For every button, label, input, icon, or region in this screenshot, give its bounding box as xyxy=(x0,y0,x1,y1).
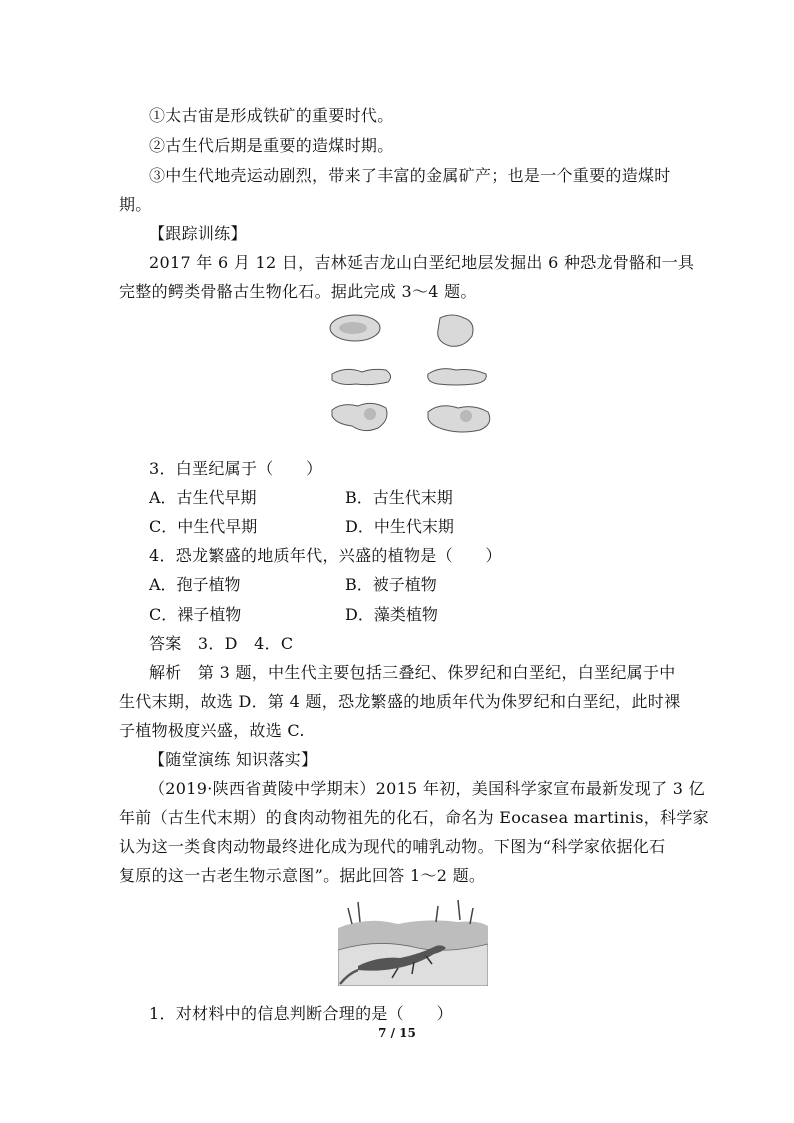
text-line: 2017 年 6 月 12 日，吉林延吉龙山白垩纪地层发掘出 6 种恐龙骨骼和一具 xyxy=(149,253,695,272)
text-line: ③中生代地壳运动剧烈，带来了丰富的金属矿产；也是一个重要的造煤时 xyxy=(149,166,671,185)
option-4d: D．藻类植物 xyxy=(345,605,438,624)
text-line: 认为这一类食肉动物最终进化成为现代的哺乳动物。下图为“科学家依据化石 xyxy=(119,837,666,856)
section-heading: 【随堂演练 知识落实】 xyxy=(149,750,318,769)
option-4c: C．裸子植物 xyxy=(149,605,242,624)
option-4a: A．孢子植物 xyxy=(149,575,241,594)
reconstruction-image xyxy=(338,898,488,986)
text-line: 期。 xyxy=(119,195,152,214)
text-line: （2019·陕西省黄陵中学期末）2015 年初，美国科学家宣布最新发现了 3 亿 xyxy=(149,779,705,798)
text-line: ①太古宙是形成铁矿的重要时代。 xyxy=(149,106,394,125)
answer-line: 答案 3．D 4．C xyxy=(149,634,294,653)
question-3: 3．白垩纪属于（ ） xyxy=(149,459,323,478)
page-number: 7 / 15 xyxy=(378,1026,416,1040)
analysis-line: 生代末期，故选 D．第 4 题，恐龙繁盛的地质年代为侏罗纪和白垩纪，此时裸 xyxy=(119,692,681,711)
fossil-bones-image xyxy=(328,312,500,438)
text-line: 完整的鳄类骨骼古生物化石。据此完成 3～4 题。 xyxy=(119,282,477,301)
option-3c: C．中生代早期 xyxy=(149,517,258,536)
text-line: ②古生代后期是重要的造煤时期。 xyxy=(149,136,394,155)
option-4b: B．被子植物 xyxy=(345,575,437,594)
text-line: 年前（古生代末期）的食肉动物祖先的化石，命名为 Eocasea martinis，科学家 xyxy=(119,808,709,827)
question-1: 1．对材料中的信息判断合理的是（ ） xyxy=(149,1004,453,1023)
analysis-line: 子植物极度兴盛，故选 C. xyxy=(119,721,305,740)
section-heading: 【跟踪训练】 xyxy=(149,224,247,243)
option-3a: A．古生代早期 xyxy=(149,488,257,507)
analysis-line: 解析 第 3 题，中生代主要包括三叠纪、侏罗纪和白垩纪，白垩纪属于中 xyxy=(149,663,676,682)
option-3d: D．中生代末期 xyxy=(345,517,454,536)
question-4: 4．恐龙繁盛的地质年代，兴盛的植物是（ ） xyxy=(149,546,502,565)
text-line: 复原的这一古老生物示意图”。据此回答 1～2 题。 xyxy=(119,866,486,885)
option-3b: B．古生代末期 xyxy=(345,488,453,507)
